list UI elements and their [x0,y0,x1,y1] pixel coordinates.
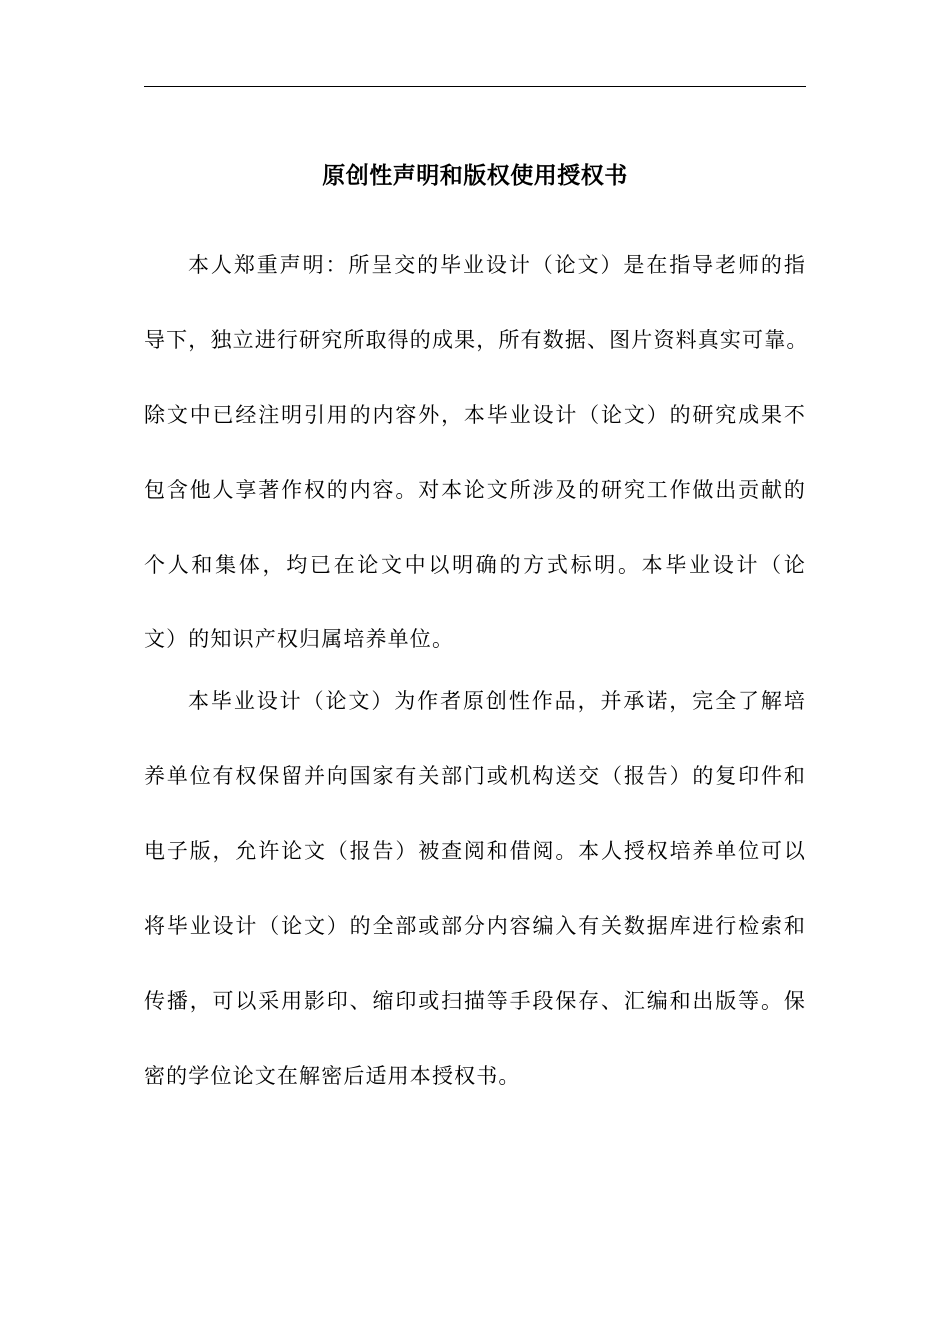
paragraph-line: 将毕业设计（论文）的全部或部分内容编入有关数据库进行检索和 [144,914,806,938]
paragraph-line: 传播，可以采用影印、缩印或扫描等手段保存、汇编和出版等。保 [144,989,806,1013]
document-title: 原创性声明和版权使用授权书 [322,163,628,189]
paragraph-line: 包含他人享著作权的内容。对本论文所涉及的研究工作做出贡献的 [144,478,806,502]
paragraph-line: 导下，独立进行研究所取得的成果，所有数据、图片资料真实可靠。 [144,328,809,352]
paragraph-line: 除文中已经注明引用的内容外，本毕业设计（论文）的研究成果不 [144,403,806,427]
paragraph-line: 个人和集体，均已在论文中以明确的方式标明。本毕业设计（论 [144,553,806,577]
paragraph-line: 本人郑重声明：所呈交的毕业设计（论文）是在指导老师的指 [188,253,806,277]
header-rule [144,86,806,87]
paragraph-line: 文）的知识产权归属培养单位。 [144,627,455,651]
paragraph-line: 电子版，允许论文（报告）被查阅和借阅。本人授权培养单位可以 [144,839,806,863]
paragraph-line: 养单位有权保留并向国家有关部门或机构送交（报告）的复印件和 [144,764,806,788]
paragraph-line: 本毕业设计（论文）为作者原创性作品，并承诺，完全了解培 [188,689,806,713]
paragraph-line: 密的学位论文在解密后适用本授权书。 [144,1064,521,1088]
